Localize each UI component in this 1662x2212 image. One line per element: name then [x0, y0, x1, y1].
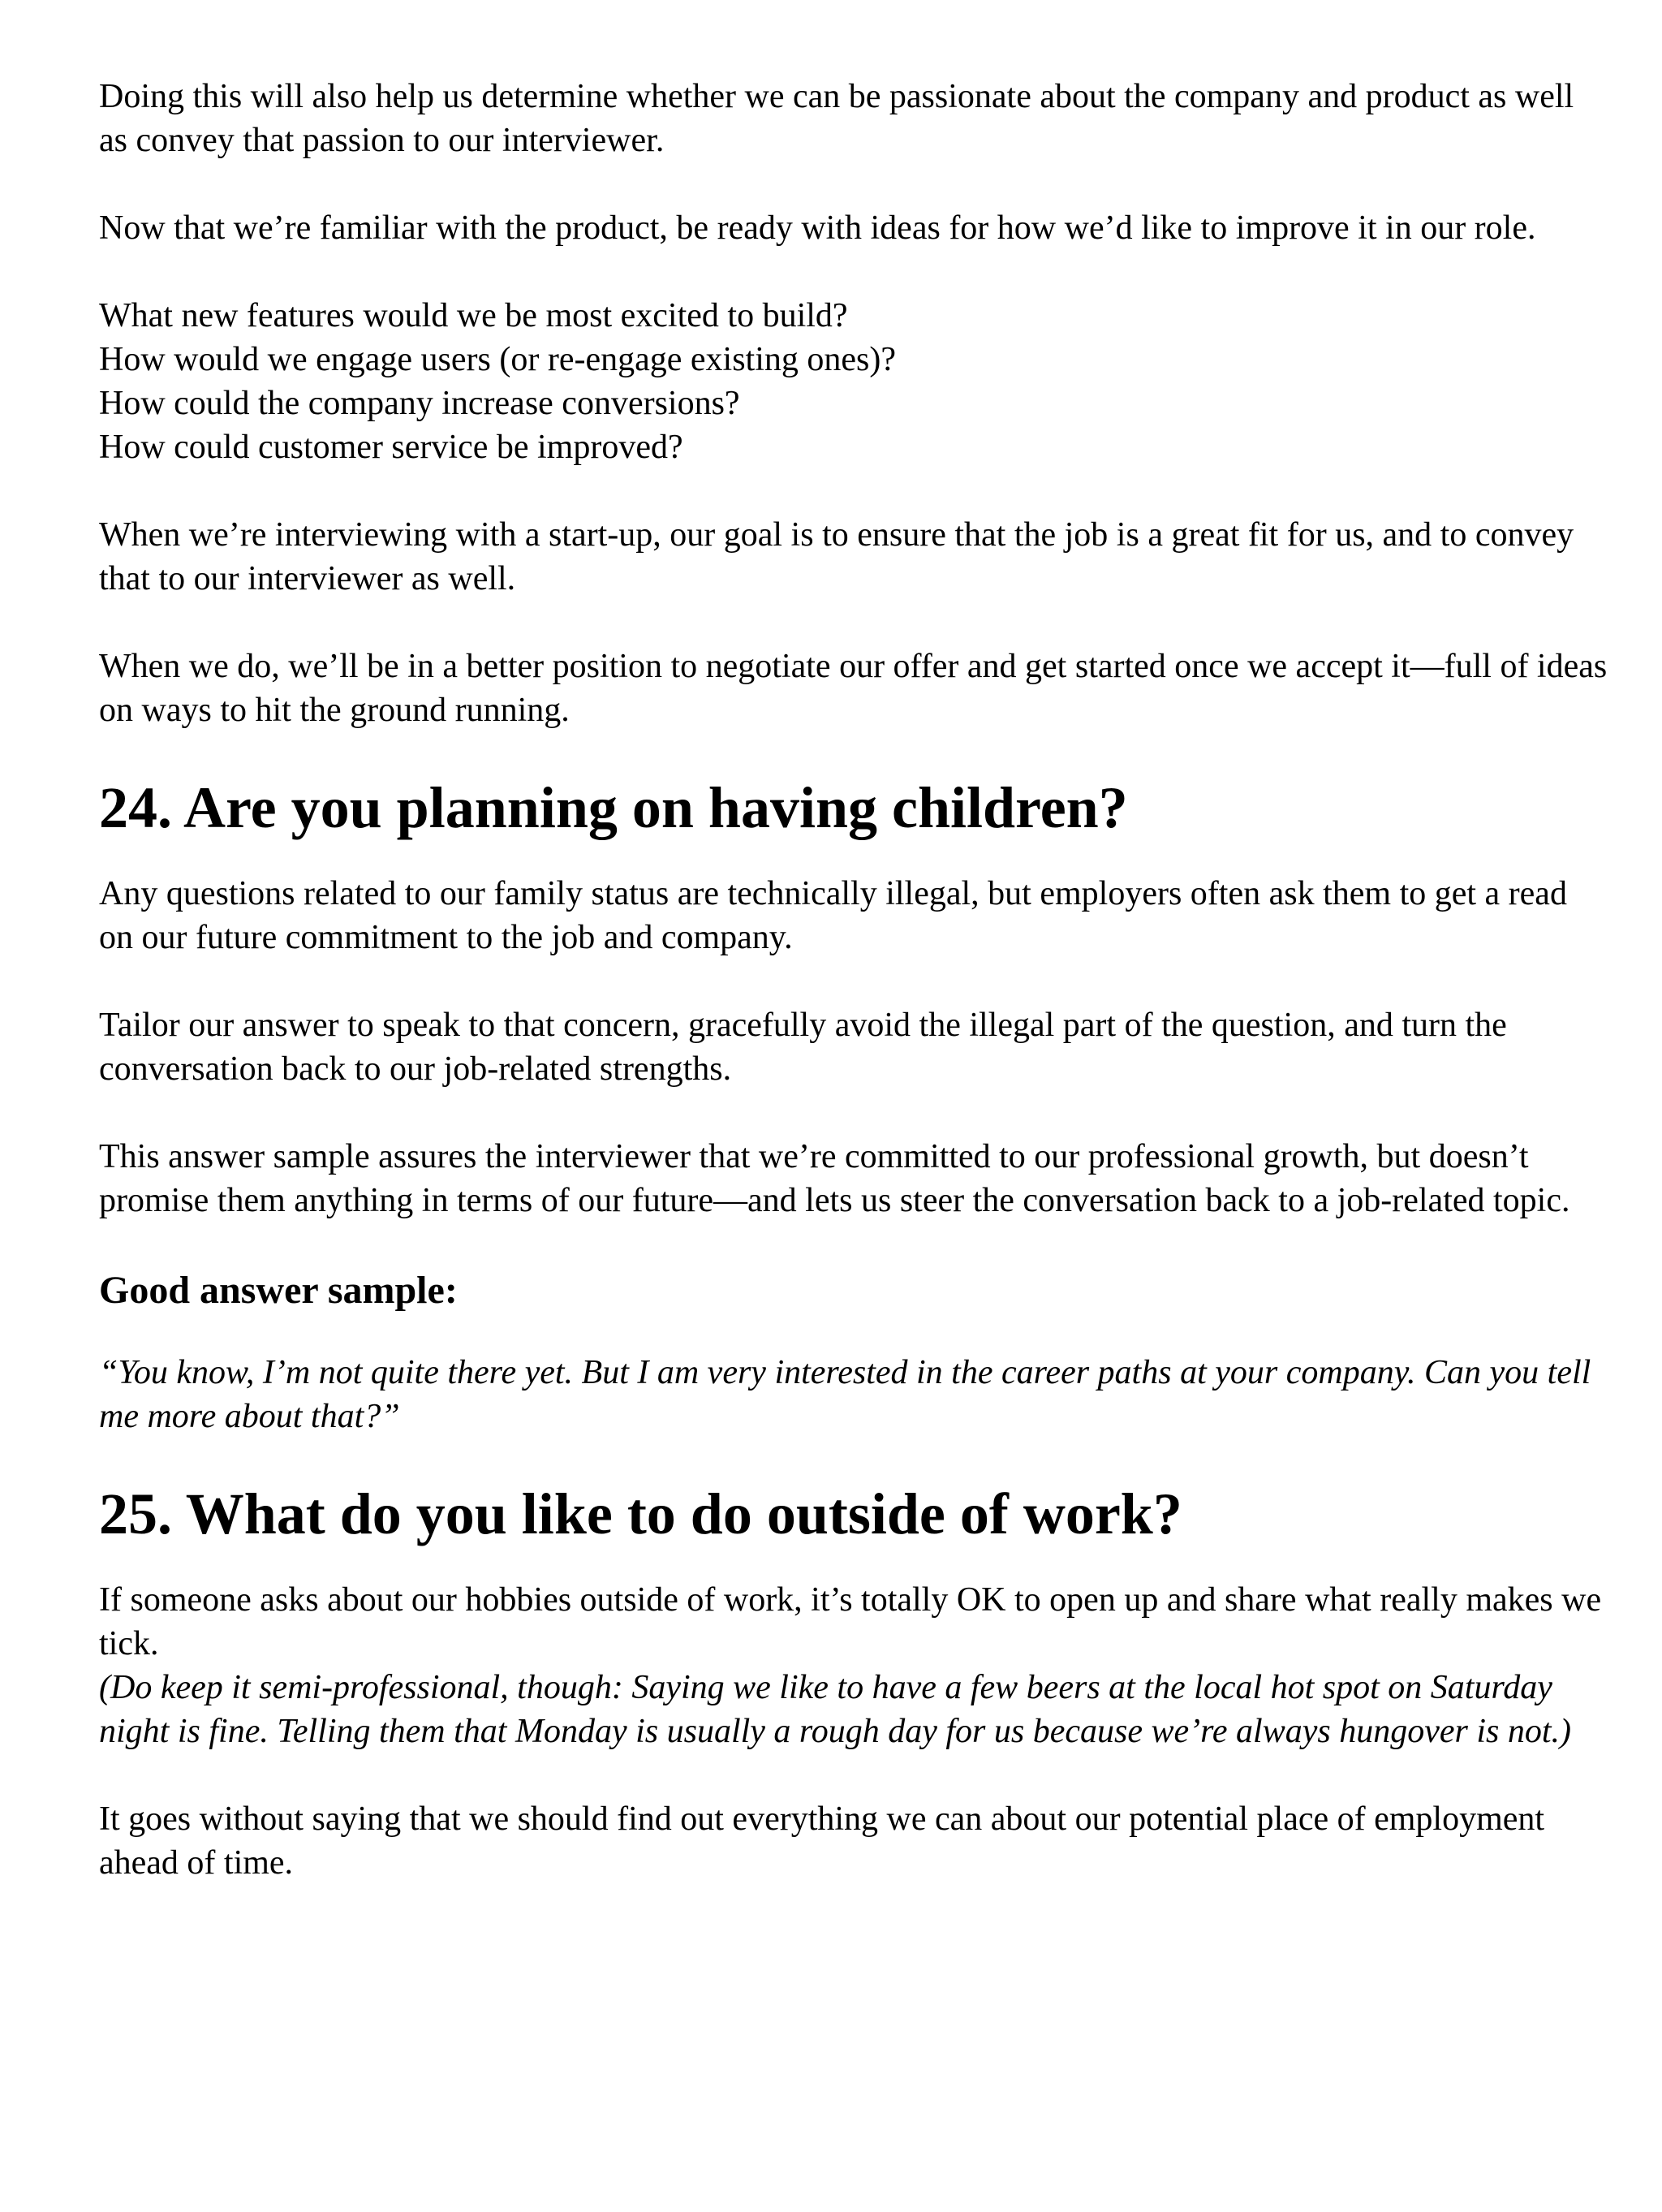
question-item: What new features would we be most excited to build? — [99, 297, 848, 334]
good-answer-quote: “You know, I’m not quite there yet. But I am very interested in the career paths at your company. Can you tell me more about that?” — [99, 1354, 1591, 1435]
paragraph-negotiate: When we do, we’ll be in a better position to negotiate our offer and get started once we accept it—full of ideas on ways to hit the ground running. — [99, 648, 1608, 729]
paragraph-research-employer: It goes without saying that we should find out everything we can about our potential place of employment ahead of time. — [99, 1800, 1545, 1882]
section-heading-24: 24. Are you planning on having children? — [99, 775, 1128, 840]
paragraph-startup-fit: When we’re interviewing with a start-up, our goal is to ensure that the job is a great fit for us, and to convey that to our interviewer as well. — [99, 516, 1574, 597]
question-list — [99, 294, 1608, 469]
paragraph-passion: Doing this will also help us determine whether we can be passionate about the company and product as well as convey that passion to our interviewer. — [99, 78, 1574, 159]
paragraph-hobbies-note: (Do keep it semi-professional, though: Saying we like to have a few beers at the local hot spot on Saturday night is fine. Telling them that Monday is usually a rough day for us because we’re always hungover is not.) — [99, 1669, 1572, 1750]
paragraph-tailor-answer: Tailor our answer to speak to that concern, gracefully avoid the illegal part of the question, and turn the conversation back to our job-related strengths. — [99, 1007, 1507, 1088]
document-page — [99, 75, 1608, 1929]
question-item: How could the company increase conversions? — [99, 385, 740, 422]
question-item: How could customer service be improved? — [99, 429, 683, 466]
paragraph-improve-product: Now that we’re familiar with the product, be ready with ideas for how we’d like to improve it in our role. — [99, 209, 1536, 247]
good-answer-label: Good answer sample: — [99, 1269, 458, 1312]
paragraph-answer-explanation: This answer sample assures the interviewer that we’re committed to our professional growth, but doesn’t promise them anything in terms of our future—and lets us steer the conversation back to a job-related topic. — [99, 1138, 1570, 1219]
question-item: How would we engage users (or re-engage existing ones)? — [99, 341, 896, 378]
section-heading-25: 25. What do you like to do outside of work? — [99, 1481, 1182, 1546]
paragraph-family-status: Any questions related to our family status are technically illegal, but employers often ask them to get a read on our future commitment to the job and company. — [99, 875, 1567, 956]
paragraph-hobbies: If someone asks about our hobbies outside of work, it’s totally OK to open up and share what really makes we tick. — [99, 1581, 1602, 1662]
